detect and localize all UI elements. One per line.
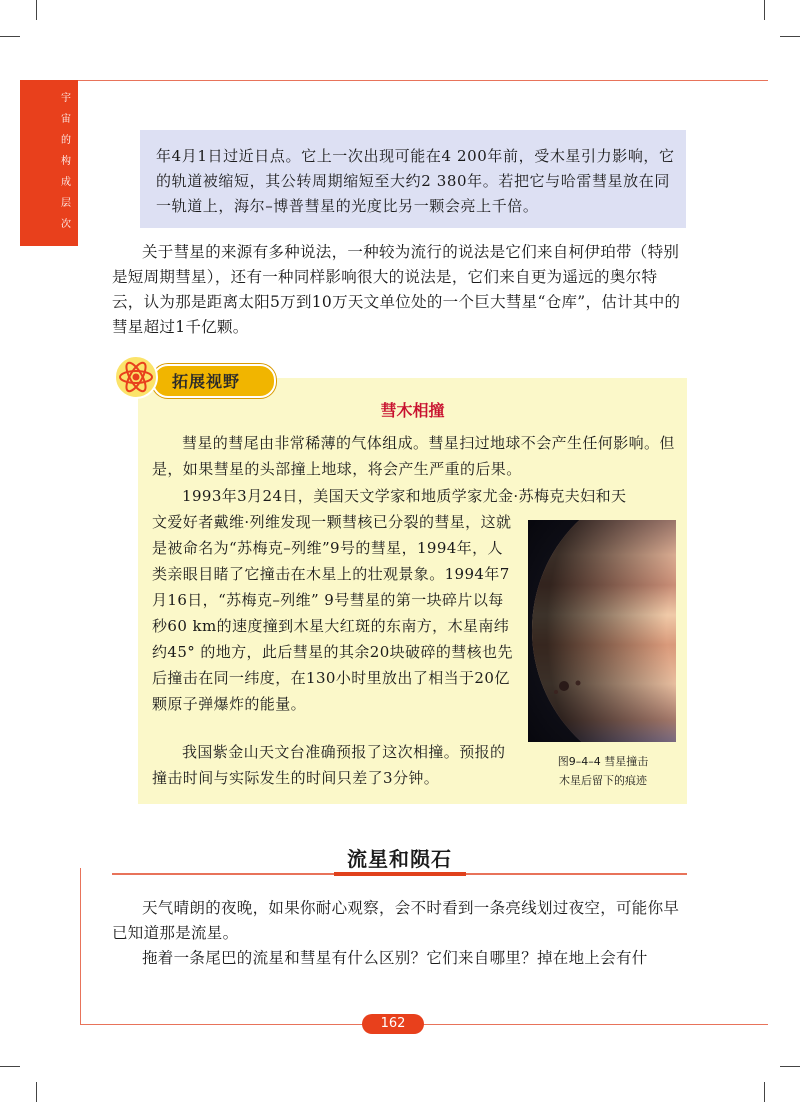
extension-badge bbox=[112, 354, 280, 400]
page-number: 162 bbox=[362, 1014, 424, 1034]
crop-mark bbox=[0, 1066, 20, 1067]
footer-vertical-rule bbox=[80, 868, 81, 1024]
chapter-title-vertical bbox=[58, 88, 74, 235]
section-paragraph-2: 拖着一条尾巴的流星和彗星有什么区别？它们来自哪里？掉在地上会有什 bbox=[142, 949, 648, 967]
crop-mark bbox=[36, 1082, 37, 1102]
chapter-char: 成 bbox=[61, 177, 71, 188]
extension-badge-pill bbox=[152, 364, 276, 398]
chapter-char: 层 bbox=[61, 198, 71, 209]
section-paragraph-1: 天气晴朗的夜晚，如果你耐心观察，会不时看到一条亮线划过夜空，可能你早已知道那是流星。 bbox=[112, 899, 680, 942]
footer-rule bbox=[80, 1024, 768, 1025]
extension-paragraph-1: 彗星的彗尾由非常稀薄的气体组成。彗星扫过地球不会产生任何影响。但是，如果彗星的头部撞上地球，将会产生严重的后果。 bbox=[152, 434, 675, 478]
figure-caption bbox=[528, 752, 678, 790]
section-title: 流星和陨石 bbox=[347, 847, 452, 871]
chapter-char: 宇 bbox=[61, 93, 71, 104]
extension-paragraph-3: 我国紫金山天文台准确预报了这次相撞。预报的撞击时间与实际发生的时间只差了3分钟。 bbox=[152, 743, 506, 787]
extension-paragraph-2: 文爱好者戴维·列维发现一颗彗核已分裂的彗星，这就是被命名为“苏梅克–列维”9号的彗星，1994年，人类亲眼目睹了它撞击在木星上的壮观景象。1994年7月16日，“苏梅克–列维” 9号彗星的第一块碎片以每秒60 km的速度撞到木星大红斑的东南方，木星南纬约45° 的地方，此后彗星的其余20块破碎的彗核也先后撞击在同一纬度，在130小时里放出了相当于20亿颗原子弹爆炸的能量。 bbox=[152, 513, 513, 713]
figure-caption-line-2: 木星后留下的痕迹 bbox=[559, 774, 647, 787]
chapter-char: 次 bbox=[61, 219, 71, 230]
body-paragraph-comet-origin: 关于彗星的来源有多种说法，一种较为流行的说法是它们来自柯伊珀带（特别是短周期彗星），还有一种同样影响很大的说法是，它们来自更为遥远的奥尔特云，认为那是距离太阳5万到10万天文单位处的一个巨大彗星“仓库”，估计其中的彗星超过1千亿颗。 bbox=[112, 243, 681, 336]
crop-mark bbox=[780, 1066, 800, 1067]
crop-mark bbox=[0, 36, 20, 37]
crop-mark bbox=[764, 1082, 765, 1102]
info-box-text: 年4月1日过近日点。它上一次出现可能在4 200年前，受木星引力影响，它的轨道被缩短，其公转周期缩短至大约2 380年。若把它与哈雷彗星放在同一轨道上，海尔–博普彗星的光度比另一颗会亮上千倍。 bbox=[156, 147, 675, 215]
chapter-side-tab bbox=[20, 80, 78, 246]
header-rule bbox=[20, 80, 768, 81]
extension-badge-label: 拓展视野 bbox=[172, 372, 241, 391]
info-box bbox=[140, 130, 686, 228]
jupiter-impact-image bbox=[528, 520, 676, 742]
crop-mark bbox=[764, 0, 765, 20]
crop-mark bbox=[780, 36, 800, 37]
chapter-char: 构 bbox=[61, 156, 71, 167]
chapter-char: 宙 bbox=[61, 114, 71, 125]
chapter-char: 的 bbox=[61, 135, 71, 146]
atom-icon bbox=[112, 354, 160, 400]
crop-mark bbox=[36, 0, 37, 20]
extension-title: 彗木相撞 bbox=[380, 401, 445, 420]
figure-caption-line-1: 图9–4–4 彗星撞击 bbox=[557, 755, 649, 768]
extension-paragraph-2-first-line: 1993年3月24日，美国天文学家和地质学家尤金·苏梅克夫妇和天 bbox=[182, 487, 627, 505]
section-rule-accent bbox=[334, 872, 466, 876]
